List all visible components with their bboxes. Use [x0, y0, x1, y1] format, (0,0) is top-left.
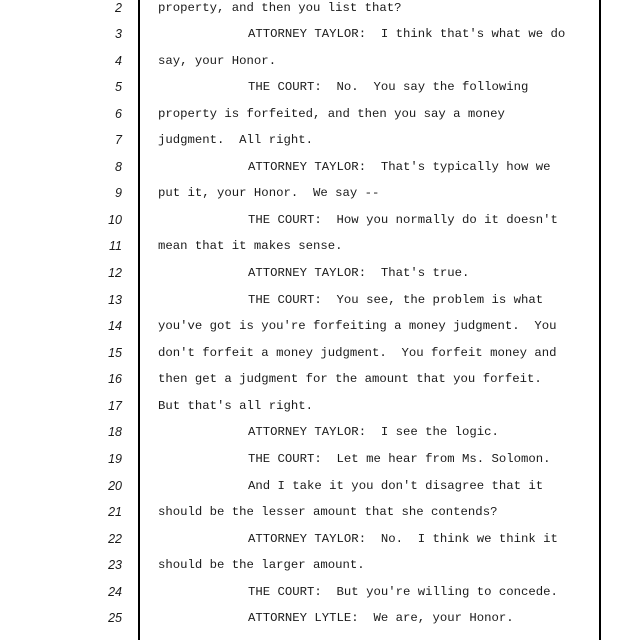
line-number: 13 [108, 293, 122, 307]
line-number: 18 [108, 425, 122, 439]
line-number: 23 [108, 558, 122, 572]
transcript-line [0, 238, 640, 264]
line-text: say, your Honor. [158, 54, 277, 68]
line-number: 24 [108, 585, 122, 599]
line-text: property, and then you list that? [158, 1, 402, 15]
line-text: should be the larger amount. [158, 558, 365, 572]
line-text: then get a judgment for the amount that you forfeit. [158, 372, 542, 386]
transcript-line [0, 292, 640, 318]
line-number: 15 [108, 346, 122, 360]
line-number: 14 [108, 319, 122, 333]
transcript-line [0, 79, 640, 105]
line-number: 6 [115, 107, 122, 121]
transcript-line [0, 26, 640, 52]
line-text: THE COURT: How you normally do it doesn't [248, 213, 558, 227]
line-text: should be the lesser amount that she contends? [158, 505, 498, 519]
line-number: 10 [108, 213, 122, 227]
transcript-line [0, 53, 640, 79]
line-text: ATTORNEY TAYLOR: No. I think we think it [248, 532, 558, 546]
transcript-line [0, 451, 640, 477]
line-text: But that's all right. [158, 399, 313, 413]
line-text: property is forfeited, and then you say a money [158, 107, 505, 121]
line-text: don't forfeit a money judgment. You forfeit money and [158, 346, 557, 360]
transcript-line [0, 185, 640, 211]
transcript-line [0, 345, 640, 371]
line-number: 16 [108, 372, 122, 386]
transcript-line [0, 159, 640, 185]
line-text: THE COURT: No. You say the following [248, 80, 529, 94]
line-number: 17 [108, 399, 122, 413]
line-number: 20 [108, 479, 122, 493]
line-number: 3 [115, 27, 122, 41]
transcript-line [0, 504, 640, 530]
transcript-line [0, 318, 640, 344]
line-number: 19 [108, 452, 122, 466]
line-number: 2 [115, 1, 122, 15]
transcript-line [0, 398, 640, 424]
line-text: ATTORNEY LYTLE: We are, your Honor. [248, 611, 514, 625]
transcript-line [0, 0, 640, 26]
transcript-line [0, 531, 640, 557]
line-text: put it, your Honor. We say -- [158, 186, 380, 200]
transcript-line [0, 557, 640, 583]
line-number: 12 [108, 266, 122, 280]
line-text: mean that it makes sense. [158, 239, 343, 253]
transcript-line [0, 212, 640, 238]
line-number: 22 [108, 532, 122, 546]
transcript-line [0, 106, 640, 132]
line-number: 11 [109, 239, 122, 253]
line-number: 8 [115, 160, 122, 174]
line-text: THE COURT: Let me hear from Ms. Solomon. [248, 452, 551, 466]
line-text: you've got is you're forfeiting a money judgment. You [158, 319, 557, 333]
line-number: 25 [108, 611, 122, 625]
line-text: ATTORNEY TAYLOR: I see the logic. [248, 425, 499, 439]
transcript-line [0, 371, 640, 397]
line-text: And I take it you don't disagree that it [248, 479, 544, 493]
line-text: ATTORNEY TAYLOR: I think that's what we do [248, 27, 566, 41]
transcript-line [0, 265, 640, 291]
line-text: THE COURT: You see, the problem is what [248, 293, 544, 307]
line-number: 9 [115, 186, 122, 200]
transcript-line [0, 584, 640, 610]
line-text: THE COURT: But you're willing to concede. [248, 585, 558, 599]
line-text: judgment. All right. [158, 133, 313, 147]
transcript-line [0, 610, 640, 636]
line-number: 7 [115, 133, 122, 147]
transcript-line [0, 132, 640, 158]
line-number: 4 [115, 54, 122, 68]
line-text: ATTORNEY TAYLOR: That's typically how we [248, 160, 551, 174]
transcript-line [0, 424, 640, 450]
line-number: 21 [108, 505, 122, 519]
line-text: ATTORNEY TAYLOR: That's true. [248, 266, 470, 280]
transcript-line [0, 478, 640, 504]
line-number: 5 [115, 80, 122, 94]
